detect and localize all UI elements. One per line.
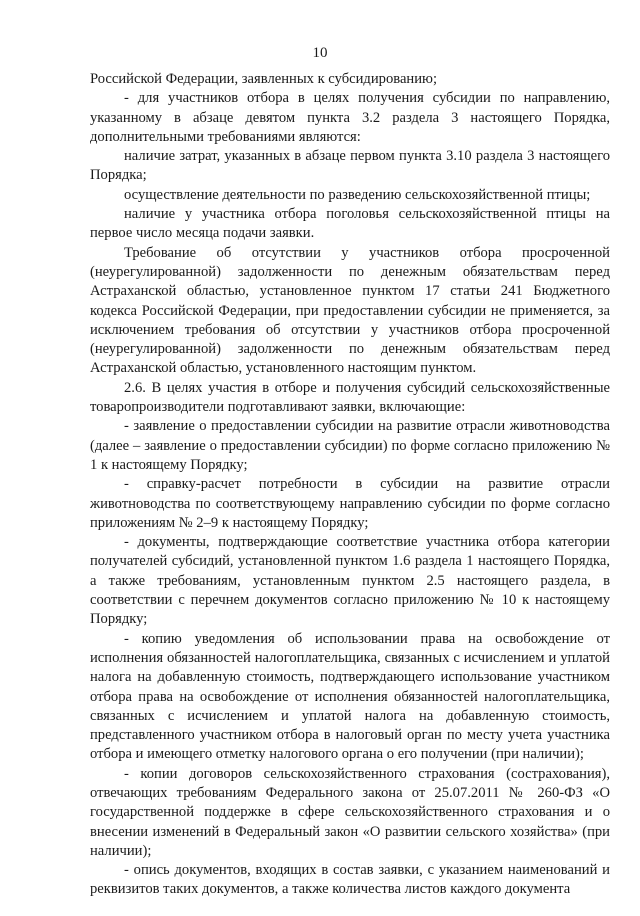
paragraph-6: Требование об отсутствии у участников отбора просроченной (неурегулированной) задолженности по денежным обязательствам перед Астраханской областью, установленное пунктом 17 статьи 241 Бюджетного кодекса Российской Федерации, при предоставлении субсидии не применяется, за исключением требования об отсутствии у участников отбора просроченной (неурегулированной) задолженности по денежным обязательствам перед Астраханской областью, установленного настоящим пунктом. xyxy=(90,244,610,377)
document-body xyxy=(90,70,610,900)
paragraph-13: - опись документов, входящих в состав заявки, с указанием наименований и реквизитов таких документов, а также количества листов каждого документа xyxy=(90,862,610,898)
paragraph-8: - заявление о предоставлении субсидии на развитие отрасли животноводства (далее – заявление о предоставлении субсидии) по форме согласно приложению № 1 к настоящему Порядку; xyxy=(90,418,610,473)
paragraph-4: осуществление деятельности по разведению сельскохозяйственной птицы; xyxy=(124,186,591,203)
paragraph-5: наличие у участника отбора поголовья сельскохозяйственной птицы на первое число месяца подачи заявки. xyxy=(90,206,610,242)
paragraph-7: 2.6. В целях участия в отборе и получения субсидий сельскохозяйственные товаропроизводители подготавливают заявки, включающие: xyxy=(90,379,610,416)
paragraph-11: - копию уведомления об использовании права на освобождение от исполнения обязанностей налогоплательщика, связанных с исчислением и уплатой налога на добавленную стоимость, подтверждающего использование участником отбора права на освобождение от исполнения обязанностей налогоплательщика, связанных с исчислением и уплатой налога на добавленную стоимость, представленного участником отбора в налоговый орган по месту учета участника отбора и имеющего отметку налогового органа о его получении (при наличии); xyxy=(90,630,610,763)
paragraph-9: - справку-расчет потребности в субсидии на развитие отрасли животноводства по соответствующему направлению субсидии по форме согласно приложениям № 2–9 к настоящему Порядку; xyxy=(90,476,610,531)
paragraph-10: - документы, подтверждающие соответствие участника отбора категории получателей субсидий, установленной пунктом 1.6 раздела 1 настоящего Порядка, а также требованиям, установленным пунктом 2.5 настоящего раздела, в соответствии с перечнем документов согласно приложению № 10 к настоящему Порядку; xyxy=(90,534,610,628)
page-number: 10 xyxy=(312,45,328,61)
paragraph-3: наличие затрат, указанных в абзаце первом пункта 3.10 раздела 3 настоящего Порядка; xyxy=(90,148,610,184)
paragraph-2: - для участников отбора в целях получения субсидии по направлению, указанному в абзаце девятом пункта 3.2 раздела 3 настоящего Порядка, дополнительными требованиями являются: xyxy=(90,90,610,145)
paragraph-1: Российской Федерации, заявленных к субсидированию; xyxy=(90,71,437,87)
paragraph-12: - копии договоров сельскохозяйственного страхования (сострахования), отвечающих требованиям Федерального закона от 25.07.2011 № 260-ФЗ «О государственной поддержке в сфере сельскохозяйственного страхования и о внесении изменений в Федеральный закон «О развитии сельского хозяйства» (при наличии); xyxy=(90,765,610,859)
